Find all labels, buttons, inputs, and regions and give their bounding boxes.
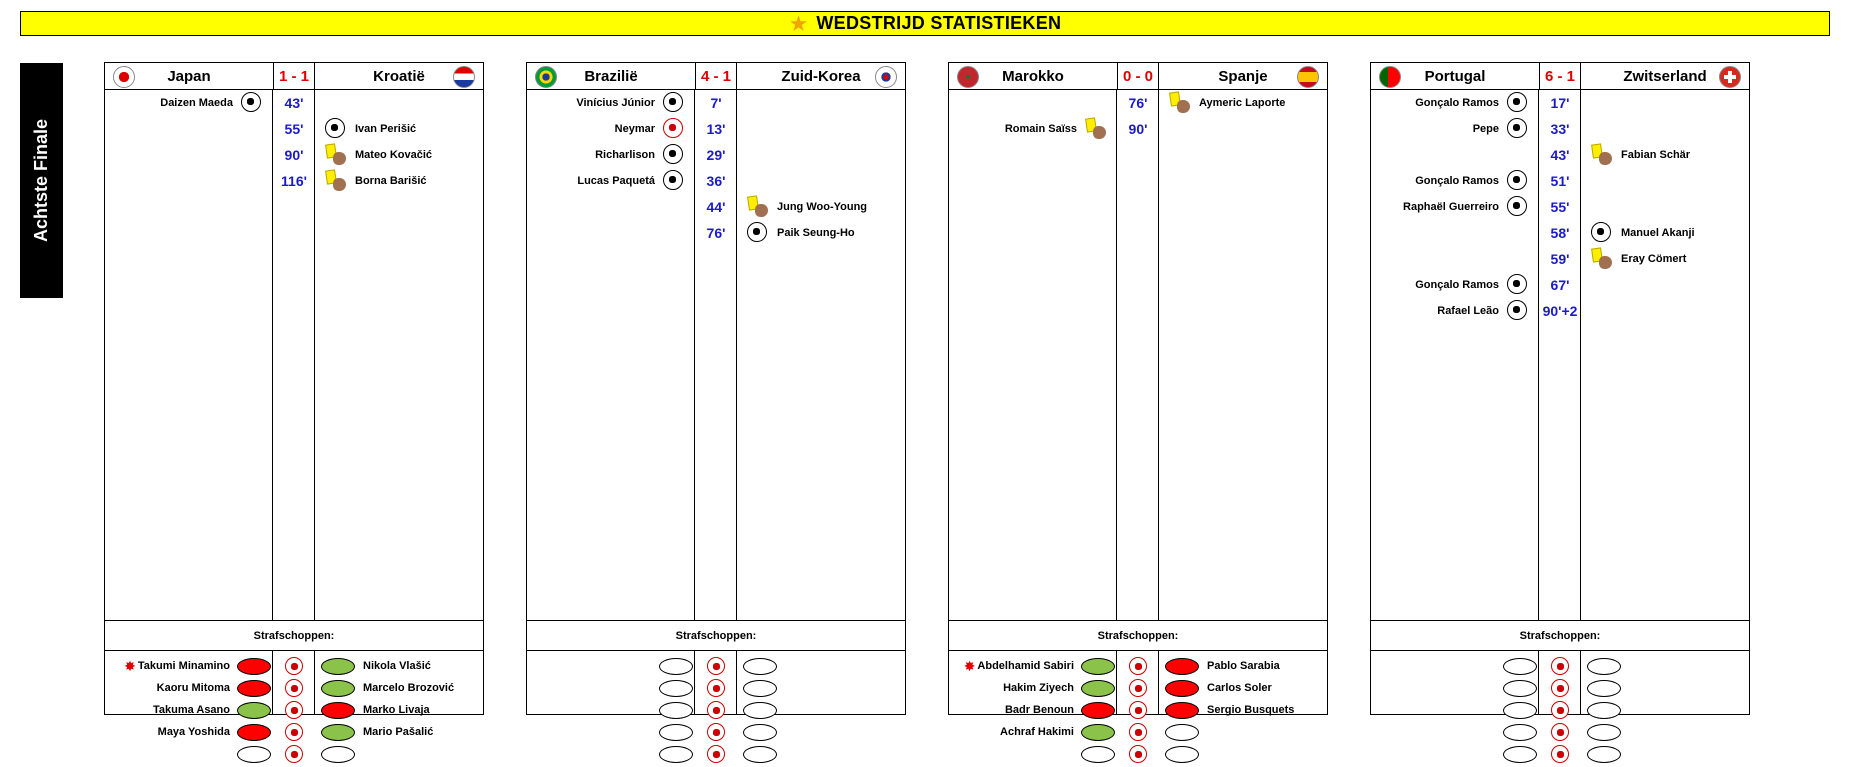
event-minute: 59': [1550, 251, 1570, 267]
penalty-home-result: [1503, 702, 1537, 719]
penalty-home-result: [659, 746, 693, 763]
penalty-away-player: Pablo Sarabia: [1207, 660, 1280, 672]
match-score: 6 - 1: [1539, 63, 1581, 89]
penalty-away: [315, 741, 483, 767]
football-icon: [1551, 745, 1569, 763]
football-icon: [707, 745, 725, 763]
brazil-flag-icon: [535, 66, 557, 88]
home-team-name: Japan: [167, 67, 211, 85]
penalty-away: [737, 741, 905, 767]
event-player: Ivan Perišić: [355, 123, 417, 135]
event-row: [1371, 298, 1539, 324]
penalty-ball: [695, 741, 737, 767]
penalty-home-result: [237, 724, 271, 741]
football-icon: [747, 222, 769, 244]
penalty-home-result: [659, 680, 693, 697]
football-icon: [707, 701, 725, 719]
column-divider: [1116, 90, 1117, 620]
event-row: [1581, 142, 1749, 168]
football-icon: [285, 657, 303, 675]
away-team-name: Zuid-Korea: [781, 67, 861, 85]
football-icon: [1551, 679, 1569, 697]
penalty-home-player: Achraf Hakimi: [1000, 726, 1074, 738]
yellow-card-icon: [747, 196, 769, 218]
penalty-home-result: [1081, 746, 1115, 763]
penalty-home-result: [1081, 680, 1115, 697]
home-team-name: Portugal: [1424, 67, 1486, 85]
penalty-home-result: [659, 702, 693, 719]
football-icon: [241, 92, 263, 114]
match-panel: [104, 62, 484, 738]
event-minute: 43': [284, 95, 304, 111]
penalties-title: Strafschoppen:: [105, 620, 483, 651]
penalty-home-result: [237, 746, 271, 763]
football-icon: [707, 657, 725, 675]
event-minute: 90': [1128, 121, 1148, 137]
penalty-away-result: [321, 658, 355, 675]
penalty-home-result: [1503, 746, 1537, 763]
penalty-away-result: [1165, 746, 1199, 763]
penalty-away-result: [743, 724, 777, 741]
event-row: [737, 194, 905, 220]
penalty-away-result: [1587, 724, 1621, 741]
event-minute: 36': [706, 173, 726, 189]
football-icon: [1507, 92, 1529, 114]
penalty-home-player: Takumi Minamino: [137, 660, 230, 672]
home-team-name: Marokko: [1002, 67, 1064, 85]
penalty-home-player: Maya Yoshida: [157, 726, 230, 738]
event-player: Paik Seung-Ho: [777, 227, 855, 239]
first-taker-icon: ✸: [124, 658, 136, 674]
japan-flag-icon: [113, 66, 135, 88]
penalty-home-result: [1503, 680, 1537, 697]
penalty-home: [527, 741, 695, 767]
penalty-row: [949, 741, 1327, 767]
event-row: [105, 90, 273, 116]
match-panel: [948, 62, 1328, 738]
penalty-away-result: [743, 702, 777, 719]
event-row: [1371, 272, 1539, 298]
event-minute: 76': [706, 225, 726, 241]
event-player: Romain Saïss: [1004, 123, 1077, 135]
penalty-home-result: [237, 658, 271, 675]
football-icon: [325, 118, 347, 140]
away-team-name: Zwitserland: [1623, 67, 1707, 85]
yellow-card-icon: [1169, 92, 1191, 114]
football-icon: [663, 170, 685, 192]
penalty-row: [527, 741, 905, 767]
event-player: Eray Cömert: [1621, 253, 1687, 265]
event-row: [1371, 168, 1539, 194]
football-icon: [1129, 679, 1147, 697]
yellow-card-icon: [1591, 248, 1613, 270]
event-minute: 17': [1550, 95, 1570, 111]
penalty-away-result: [1587, 702, 1621, 719]
football-icon: [1551, 723, 1569, 741]
switzerland-flag-icon: [1719, 66, 1741, 88]
penalty-away-player: Sergio Busquets: [1207, 704, 1295, 716]
event-minute: 90'+2: [1542, 303, 1578, 319]
event-row: [949, 116, 1117, 142]
event-row: [1581, 246, 1749, 272]
penalty-away: [1581, 741, 1749, 767]
penalty-home-result: [1081, 702, 1115, 719]
penalty-goal-icon: [663, 118, 685, 140]
morocco-flag-icon: [957, 66, 979, 88]
match-score: 0 - 0: [1117, 63, 1159, 89]
penalty-home: [105, 741, 273, 767]
yellow-card-icon: [1085, 118, 1107, 140]
event-row: [315, 116, 483, 142]
event-player: Aymeric Laporte: [1199, 97, 1286, 109]
event-minute: 58': [1550, 225, 1570, 241]
match-panel: [526, 62, 906, 715]
penalty-away-result: [321, 724, 355, 741]
event-row: [1371, 194, 1539, 220]
football-icon: [1129, 723, 1147, 741]
football-icon: [1129, 701, 1147, 719]
football-icon: [1507, 196, 1529, 218]
penalty-away-player: Marko Livaja: [363, 704, 430, 716]
football-icon: [707, 723, 725, 741]
penalty-away-player: Carlos Soler: [1207, 682, 1272, 694]
event-player: Gonçalo Ramos: [1415, 279, 1499, 291]
penalty-home-player: Kaoru Mitoma: [156, 682, 230, 694]
match-score: 4 - 1: [695, 63, 737, 89]
match-panel: [1370, 62, 1750, 715]
football-icon: [285, 679, 303, 697]
penalty-away-player: Nikola Vlašić: [363, 660, 431, 672]
event-row: [1159, 90, 1327, 116]
penalty-home-player: Takuma Asano: [152, 704, 230, 716]
penalty-away-result: [1165, 658, 1199, 675]
star-icon: ★: [788, 10, 809, 36]
event-minute: 43': [1550, 147, 1570, 163]
first-taker-icon: ✸: [963, 658, 976, 674]
penalty-away-result: [1587, 680, 1621, 697]
football-icon: [285, 701, 303, 719]
match-header: [527, 63, 905, 90]
event-minute: 67': [1550, 277, 1570, 293]
match-header: [949, 63, 1327, 90]
penalty-away-result: [743, 658, 777, 675]
event-row: [1581, 220, 1749, 246]
football-icon: [1551, 657, 1569, 675]
event-player: Gonçalo Ramos: [1415, 175, 1499, 187]
match-header: [1371, 63, 1749, 90]
event-minute: 90': [284, 147, 304, 163]
penalty-home-result: [1503, 724, 1537, 741]
penalty-away-result: [1587, 658, 1621, 675]
column-divider: [1158, 90, 1159, 620]
football-icon: [1507, 118, 1529, 140]
portugal-flag-icon: [1379, 66, 1401, 88]
penalty-home-player: Hakim Ziyech: [1003, 682, 1074, 694]
penalty-row: [105, 741, 483, 767]
penalty-away-player: Mario Pašalić: [363, 726, 434, 738]
penalty-ball: [1117, 741, 1159, 767]
match-header: [105, 63, 483, 90]
football-icon: [1591, 222, 1613, 244]
penalty-home: [949, 741, 1117, 767]
spain-flag-icon: [1297, 66, 1319, 88]
event-row: [527, 142, 695, 168]
event-row: [527, 116, 695, 142]
penalty-away-result: [743, 746, 777, 763]
penalty-ball: [273, 741, 315, 767]
event-player: Raphaël Guerreiro: [1403, 201, 1499, 213]
event-player: Daizen Maeda: [160, 97, 233, 109]
football-icon: [1129, 657, 1147, 675]
penalty-home-result: [659, 724, 693, 741]
event-minute: 13': [706, 121, 726, 137]
football-icon: [1129, 745, 1147, 763]
round-label-text: Achtste Finale: [31, 118, 51, 243]
event-minute: 116': [281, 173, 307, 189]
event-minute: 55': [284, 121, 304, 137]
event-minute: 76': [1128, 95, 1148, 111]
event-minute: 29': [706, 147, 726, 163]
event-player: Rafael Leão: [1437, 305, 1499, 317]
event-minute: 51': [1550, 173, 1570, 189]
penalty-away-result: [1165, 680, 1199, 697]
event-player: Jung Woo-Young: [777, 201, 868, 213]
yellow-card-icon: [1591, 144, 1613, 166]
penalty-home-result: [1081, 658, 1115, 675]
penalty-home-result: [237, 702, 271, 719]
event-row: [527, 90, 695, 116]
south-korea-flag-icon: [875, 66, 897, 88]
event-minute: 55': [1550, 199, 1570, 215]
event-minute: 7': [710, 95, 722, 111]
penalty-away-result: [1165, 702, 1199, 719]
event-player: Mateo Kovačić: [355, 149, 433, 161]
football-icon: [285, 723, 303, 741]
event-row: [527, 168, 695, 194]
event-row: [1371, 116, 1539, 142]
event-row: [737, 220, 905, 246]
event-row: [315, 142, 483, 168]
football-icon: [285, 745, 303, 763]
penalty-home-result: [659, 658, 693, 675]
football-icon: [1507, 300, 1529, 322]
event-player: Richarlison: [595, 149, 655, 161]
penalty-home-result: [1081, 724, 1115, 741]
penalty-row: [1371, 741, 1749, 767]
penalties-title: Strafschoppen:: [1371, 620, 1749, 651]
event-player: Fabian Schär: [1621, 149, 1691, 161]
home-team-name: Brazilië: [584, 67, 638, 85]
penalty-home: [1371, 741, 1539, 767]
penalty-ball: [1539, 741, 1581, 767]
penalty-away-result: [321, 680, 355, 697]
penalty-home-player: Abdelhamid Sabiri: [977, 660, 1074, 672]
event-player: Neymar: [614, 123, 655, 135]
penalty-away-player: Marcelo Brozović: [363, 682, 455, 694]
football-icon: [1551, 701, 1569, 719]
event-player: Gonçalo Ramos: [1415, 97, 1499, 109]
round-label: [20, 63, 63, 298]
away-team-name: Spanje: [1218, 67, 1268, 85]
event-row: [315, 168, 483, 194]
penalty-away: [1159, 741, 1327, 767]
football-icon: [1507, 274, 1529, 296]
penalties-title: Strafschoppen:: [527, 620, 905, 651]
event-player: Manuel Akanji: [1621, 227, 1695, 239]
event-row: [1371, 90, 1539, 116]
penalty-away-result: [1587, 746, 1621, 763]
penalty-home-player: Badr Benoun: [1004, 704, 1074, 716]
penalty-away-result: [1165, 724, 1199, 741]
event-minute: 44': [706, 199, 726, 215]
football-icon: [663, 92, 685, 114]
match-score: 1 - 1: [273, 63, 315, 89]
event-player: Borna Barišić: [355, 175, 427, 187]
away-team-name: Kroatië: [373, 67, 425, 85]
event-player: Vinícius Júnior: [576, 97, 655, 109]
penalty-home-result: [237, 680, 271, 697]
yellow-card-icon: [325, 144, 347, 166]
penalties-title: Strafschoppen:: [949, 620, 1327, 651]
title-banner: [20, 11, 1830, 36]
croatia-flag-icon: [453, 66, 475, 88]
penalty-away-result: [321, 746, 355, 763]
football-icon: [707, 679, 725, 697]
yellow-card-icon: [325, 170, 347, 192]
penalty-home-result: [1503, 658, 1537, 675]
page-title: WEDSTRIJD STATISTIEKEN: [816, 13, 1062, 33]
event-minute: 33': [1550, 121, 1570, 137]
event-player: Lucas Paquetá: [577, 175, 655, 187]
event-player: Pepe: [1472, 123, 1499, 135]
football-icon: [1507, 170, 1529, 192]
penalty-away-result: [743, 680, 777, 697]
football-icon: [663, 144, 685, 166]
penalty-away-result: [321, 702, 355, 719]
